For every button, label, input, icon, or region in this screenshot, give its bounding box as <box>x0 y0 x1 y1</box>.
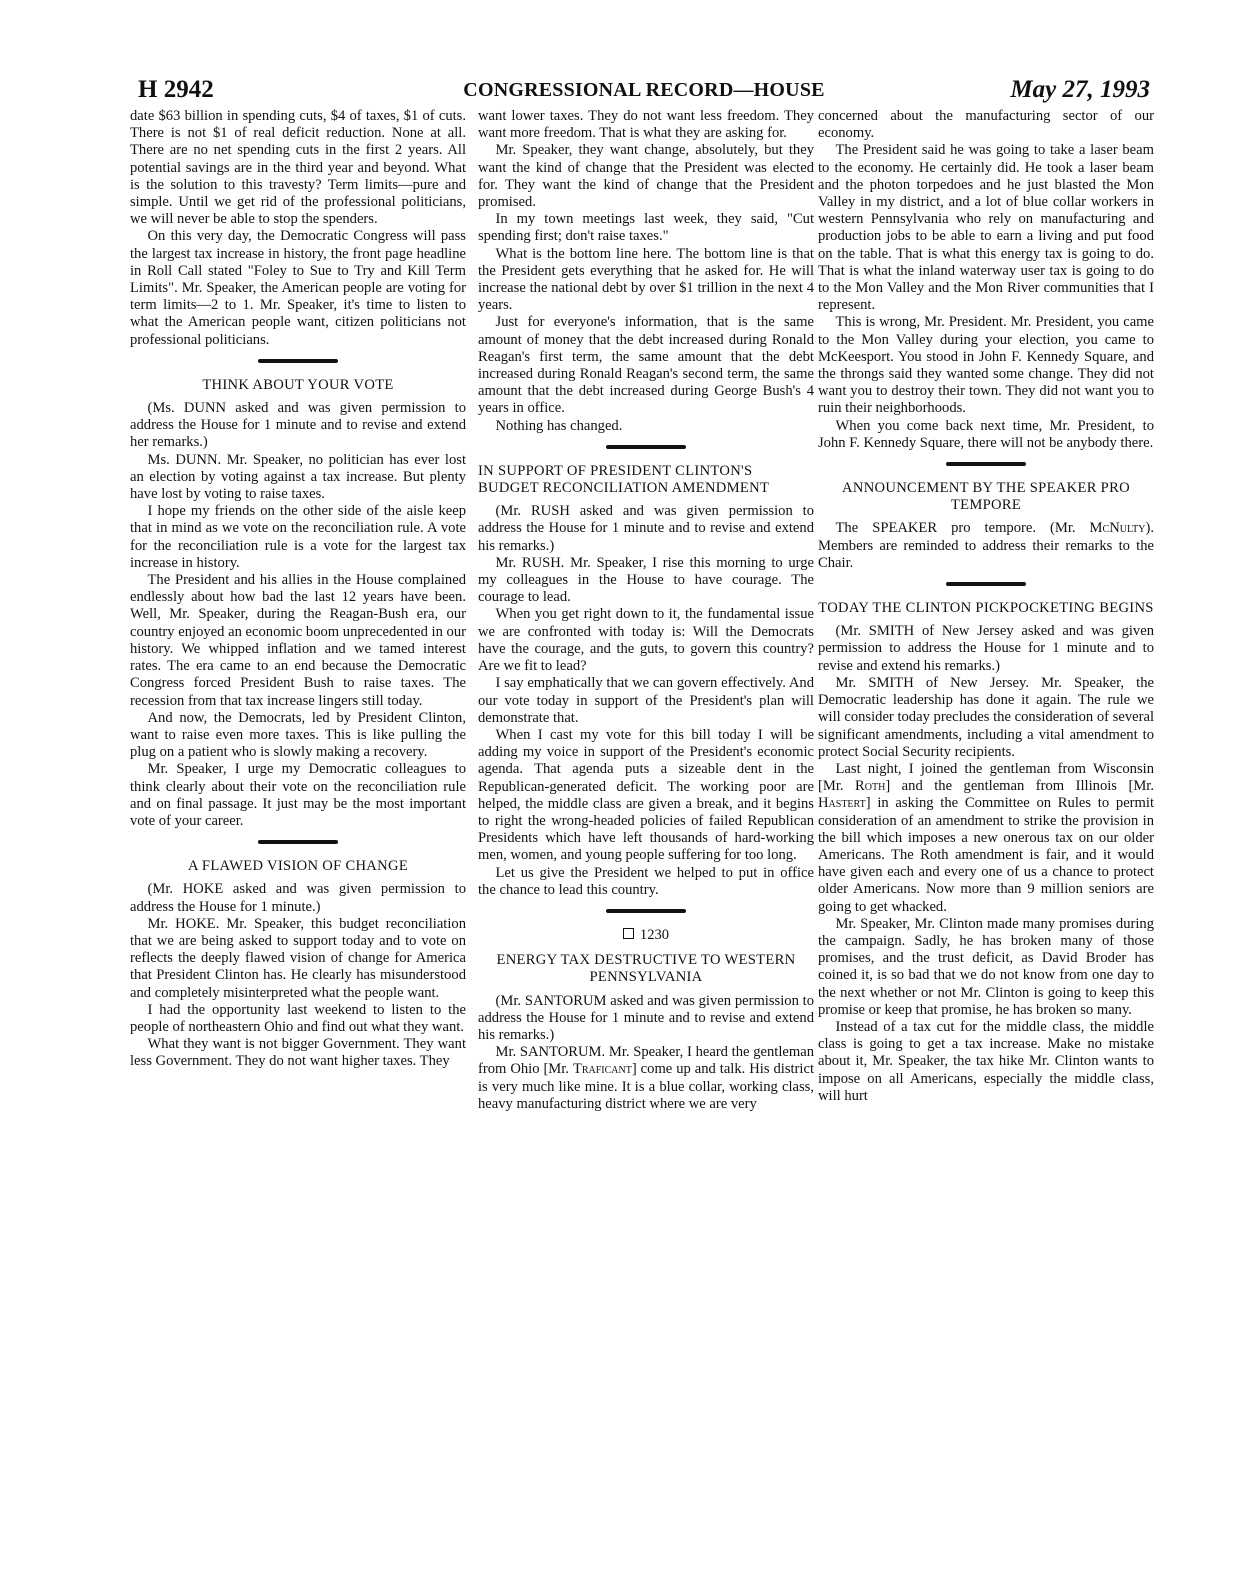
paragraph: This is wrong, Mr. President. Mr. President, you came to the Mon Valley during your election, you came to McKeesport. You stood in John F. Kennedy Square, and the throngs said they wanted some change. They did not want you to destroy their town. They did not want you to ruin their neighborhoods. <box>818 314 1154 417</box>
text-run: ] and the gentleman from Illinois [Mr. <box>885 778 1155 795</box>
paragraph: Mr. Speaker, Mr. Clinton made many promises during the campaign. Sadly, he has broken many of those promises, and the trust deficit, as David Broder has coined it, is so bad that we do not know from one day to the next whether or not Mr. Clinton is going to keep this promise or keep that promise, he has broken so many. <box>818 915 1154 1018</box>
paragraph: What they want is not bigger Government. They want less Government. They do not want higher taxes. They <box>130 1036 466 1070</box>
paragraph: Mr. Speaker, I urge my Democratic colleagues to think clearly about their vote on the reconciliation rule and on final passage. It just may be the most important vote of your career. <box>130 761 466 829</box>
section-divider <box>606 909 686 913</box>
section-heading: IN SUPPORT OF PRESIDENT CLINTON'S BUDGET RECONCILIATION AMENDMENT <box>478 462 770 497</box>
paragraph: date $63 billion in spending cuts, $4 of taxes, $1 of cuts. There is not $1 of real deficit reduction. None at all. There are no net spending cuts in the first 2 years. All potential savings are in the third year and beyond. What is the solution to this travesty? Term limits—pure and simple. Until we get rid of the professional politicians, we will never be able to stop the spenders. <box>130 108 466 228</box>
paragraph: (Mr. RUSH asked and was given permission to address the House for 1 minute and to revise and extend his remarks.) <box>478 503 814 554</box>
paragraph: I had the opportunity last weekend to listen to the people of northeastern Ohio and find out what they want. <box>130 1001 466 1035</box>
paragraph: The President and his allies in the House complained endlessly about how bad the last 12 years have been. Well, Mr. Speaker, during the Reagan-Bush era, our country enjoyed an economic boom unprecedented in our history. We whipped inflation and we tamed interest rates. The era came to an end because the Democratic Congress forced President Bush to raise taxes. The recession from that tax increase lingers still today. <box>130 572 466 709</box>
text-run: Last night, I joined the gentleman from Wisconsin [Mr. <box>818 760 1154 795</box>
paragraph <box>478 1044 814 1113</box>
paragraph: When you get right down to it, the fundamental issue we are confronted with today is: Will the Democrats have the courage, and the guts, to govern this country? Are we fit to lead? <box>478 606 814 675</box>
paragraph: (Ms. DUNN asked and was given permission to address the House for 1 minute and to revise and extend her remarks.) <box>130 400 466 451</box>
paragraph: I say emphatically that we can govern effectively. And our vote today in support of the President's plan will demonstrate that. <box>478 675 814 726</box>
paragraph: Just for everyone's information, that is the same amount of money that the debt increased during Ronald Reagan's first term, the same amount that the debt increased during Ronald Reagan's second term, the same amount that the debt increased during George Bush's 4 years in office. <box>478 314 814 417</box>
paragraph: In my town meetings last week, they said, "Cut spending first; don't raise taxes." <box>478 211 814 245</box>
publication-title: CONGRESSIONAL RECORD—HOUSE <box>463 79 825 101</box>
paragraph: (Mr. SMITH of New Jersey asked and was given permission to address the House for 1 minute and to revise and extend his remarks.) <box>818 623 1154 674</box>
time-marker <box>478 927 814 944</box>
section-heading: TODAY THE CLINTON PICKPOCKETING BEGINS <box>818 600 1154 617</box>
paragraph: I hope my friends on the other side of the aisle keep that in mind as we vote on the reconciliation rule. A vote for the reconciliation rule is a vote for the largest tax increase in history. <box>130 503 466 571</box>
paragraph: Let us give the President we helped to put in office the chance to lead this country. <box>478 864 814 898</box>
paragraph: When I cast my vote for this bill today I will be adding my voice in support of the President's economic agenda. That agenda puts a sizeable dent in the Republican-generated deficit. The working poor are helped, the middle class are given a break, and it begins to right the wrong-headed policies of failed Republican Presidents which have left thousands of hard-working men, women, and young people suffering for too long. <box>478 726 814 864</box>
time-stamp: 1230 <box>639 926 670 943</box>
section-heading: ANNOUNCEMENT BY THE SPEAKER PRO TEMPORE <box>842 480 1130 514</box>
paragraph <box>818 520 1154 572</box>
paragraph: Ms. DUNN. Mr. Speaker, no politician has ever lost an election by voting against a tax increase. But plenty have lost by voting to raise taxes. <box>130 451 466 503</box>
member-name: Roth <box>855 778 886 795</box>
paragraph: Mr. HOKE. Mr. Speaker, this budget reconciliation that we are being asked to support today and to vote on reflects the deeply flawed vision of change for America that President Clinton has. He clearly has misunderstood and completely misinterpreted what the people want. <box>130 915 466 1001</box>
paragraph: When you come back next time, Mr. President, to John F. Kennedy Square, there will not be anybody there. <box>818 417 1154 451</box>
paragraph: On this very day, the Democratic Congress will pass the largest tax increase in history, the front page headline in Roll Call stated "Foley to Sue to Try and Kill Term Limits". Mr. Speaker, the American people are voting for term limits—2 to 1. Mr. Speaker, it's time to listen to what the American people want, citizen politicians not professional politicians. <box>130 228 466 348</box>
section-divider <box>606 445 686 449</box>
section-heading: A FLAWED VISION OF CHANGE <box>187 858 409 875</box>
member-name: Hastert <box>818 795 866 812</box>
section-heading: THINK ABOUT YOUR VOTE <box>202 376 394 393</box>
paragraph: Mr. RUSH. Mr. Speaker, I rise this morning to urge my colleagues in the House to have courage. The courage to lead. <box>478 554 814 606</box>
paragraph: Mr. Speaker, they want change, absolutely, but they want the kind of change that the President was elected for. They want the kind of change that the President promised. <box>478 142 814 211</box>
member-name: McNulty <box>1089 520 1146 537</box>
paragraph: The President said he was going to take a laser beam to the economy. He certainly did. He took a laser beam and the photon torpedoes and he just blasted the Mon Valley in my district, and a lot of blue collar workers in western Pennsylvania who rely on manufacturing and production jobs to be able to earn a living and put food on the table. That is what this energy tax is going to do. That is what the inland waterway user tax is going to do to the Mon Valley and the Mon River communities that I represent. <box>818 142 1154 314</box>
publication-date: May 27, 1993 <box>1010 76 1150 103</box>
section-divider <box>946 462 1026 466</box>
text-run: ] come up and talk. His district is very much like mine. It is a blue collar, working class, heavy manufacturing district where we are very <box>478 1061 814 1112</box>
paragraph: And now, the Democrats, led by President Clinton, want to raise even more taxes. This is like pulling the plug on a patient who is slowly making a recovery. <box>130 709 466 761</box>
page-number: H 2942 <box>138 76 214 103</box>
paragraph: (Mr. SANTORUM asked and was given permission to address the House for 1 minute and to revise and extend his remarks.) <box>478 992 814 1043</box>
section-divider <box>258 840 338 844</box>
member-name: Traficant <box>572 1061 632 1078</box>
text-run: ] in asking the Committee on Rules to permit consideration of an amendment to strike the provision in the bill which imposes a new onerous tax on our older Americans. The Roth amendment is fair, and it would have given each and every one of us a chance to protect older Americans. Now more than 9 million seniors are going to get whacked. <box>818 795 1154 915</box>
page-header <box>138 72 1150 106</box>
column-3 <box>818 108 1154 1105</box>
paragraph: want lower taxes. They do not want less freedom. They want more freedom. That is what they are asking for. <box>478 108 814 142</box>
section-heading: ENERGY TAX DESTRUCTIVE TO WESTERN PENNSYLVANIA <box>496 952 796 986</box>
bullet-box-icon <box>623 928 634 939</box>
paragraph: (Mr. HOKE asked and was given permission to address the House for 1 minute.) <box>130 881 466 915</box>
column-1 <box>130 108 466 1071</box>
paragraph: Mr. SMITH of New Jersey. Mr. Speaker, the Democratic leadership has done it again. The rule we will consider today precludes the consideration of several significant amendments, including a vital amendment to protect Social Security recipients. <box>818 674 1154 760</box>
section-divider <box>946 582 1026 586</box>
text-run: ). Members are reminded to address their remarks to the Chair. <box>818 520 1154 571</box>
paragraph: Instead of a tax cut for the middle class, the middle class is going to get a tax increase. Make no mistake about it, Mr. Speaker, the tax hike Mr. Clinton wants to impose on all Americans, especially the middle class, will hurt <box>818 1018 1154 1104</box>
paragraph: Nothing has changed. <box>495 417 623 434</box>
paragraph: What is the bottom line here. The bottom line is that the President gets everything that he asked for. He will increase the national debt by over $1 trillion in the next 4 years. <box>478 245 814 314</box>
paragraph <box>818 761 1154 916</box>
paragraph: concerned about the manufacturing sector of our economy. <box>818 108 1154 142</box>
text-run: The SPEAKER pro tempore. (Mr. <box>835 520 1090 537</box>
text-run: Mr. SANTORUM. Mr. Speaker, I heard the gentleman from Ohio [Mr. <box>478 1044 814 1078</box>
column-2 <box>478 108 814 1113</box>
section-divider <box>258 359 338 363</box>
